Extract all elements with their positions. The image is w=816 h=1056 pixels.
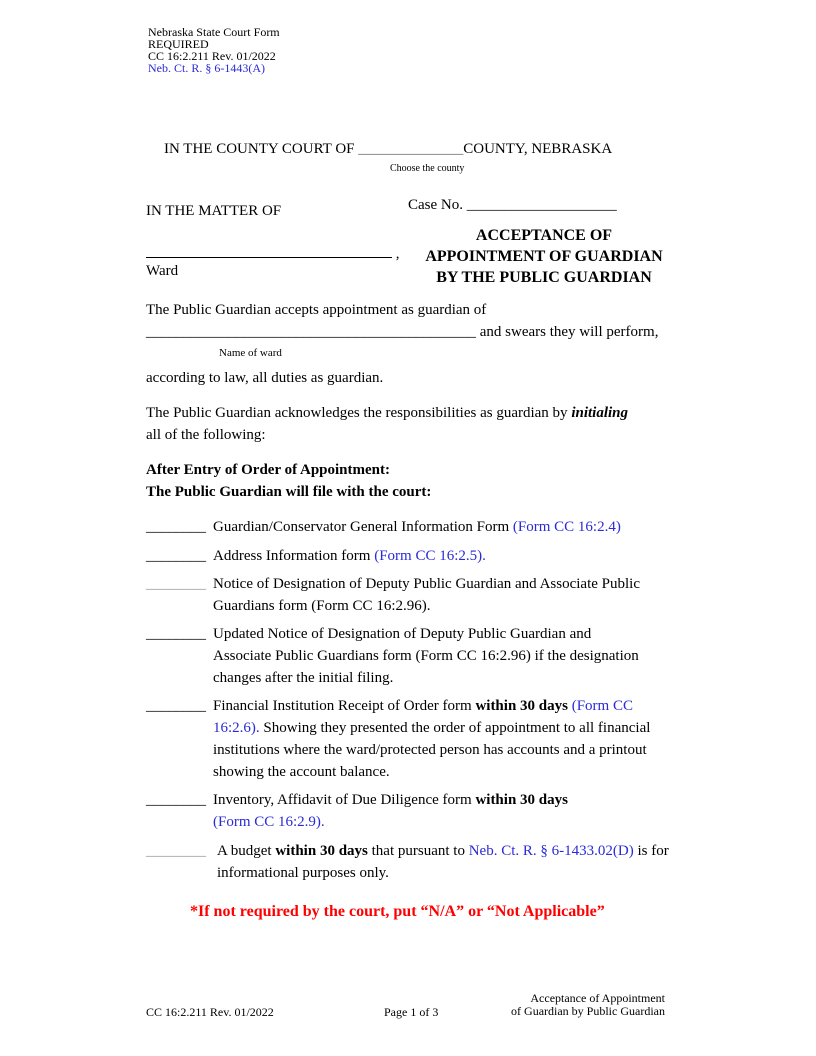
court-prefix: IN THE COUNTY COURT OF [164, 141, 355, 157]
item-text: A budget [217, 843, 272, 859]
deadline: within 30 days [475, 792, 568, 808]
page-number: Page 1 of 3 [384, 1005, 439, 1019]
list-item [146, 623, 646, 689]
initials-field[interactable]: ________ [146, 548, 206, 564]
court-suffix: COUNTY, NEBRASKA [463, 141, 613, 157]
section-heading: The Public Guardian will file with the court: [146, 484, 432, 500]
case-label: Case No. [408, 197, 463, 213]
item-text: Showing they presented the order of appointment to all financial institutions where the ward/protected person has accounts and a printout showing the account balance. [213, 720, 651, 780]
initials-field[interactable]: ________ [146, 698, 206, 714]
deadline: within 30 days [475, 698, 568, 714]
comma: , [395, 246, 400, 262]
note: *If not required by the court, put “N/A” or “Not Applicable” [190, 903, 605, 920]
footer-title [511, 992, 665, 1018]
initials-field[interactable]: ________ [146, 626, 206, 642]
footer-title-line: of Guardian by Public Guardian [511, 1004, 665, 1018]
list-item [146, 789, 666, 833]
item-text: Address Information form [213, 548, 371, 564]
item-text: Financial Institution Receipt of Order form [213, 698, 472, 714]
initials-field[interactable]: ________ [146, 792, 206, 808]
county-hint: Choose the county [390, 163, 465, 174]
court-line [164, 141, 612, 158]
item-text: is for informational purposes only. [217, 843, 669, 881]
item-text: Guardian/Conservator General Information Form [213, 519, 510, 535]
item-text: Updated Notice of Designation of Deputy Public Guardian and Associate Public Guardians form (Form CC 16:2.96) if the designation changes after the initial filing. [213, 626, 639, 686]
footer-title-line: Acceptance of Appointment [530, 991, 665, 1005]
section-heading: After Entry of Order of Appointment: [146, 462, 390, 478]
form-link[interactable]: (Form CC 16:2.4) [512, 519, 621, 535]
form-title [414, 225, 674, 288]
case-number-field[interactable]: ____________________ [466, 197, 617, 213]
initials-field[interactable]: ________ [146, 519, 206, 535]
item-text: Inventory, Affidavit of Due Diligence form [213, 792, 472, 808]
title-line: ACCEPTANCE OF [475, 227, 613, 244]
item-text: Notice of Designation of Deputy Public Guardian and Associate Public Guardians form (Form CC 16:2.96). [213, 576, 640, 614]
ward-line [146, 324, 658, 341]
ward-hint: Name of ward [219, 347, 282, 359]
footer-form-id: CC 16:2.211 Rev. 01/2022 [146, 1005, 274, 1019]
form-link[interactable]: (Form CC 16:2.9). [213, 814, 325, 830]
ward-label: Ward [146, 263, 179, 279]
paragraph-duties: according to law, all duties as guardian. [146, 370, 384, 386]
paragraph-acceptance: The Public Guardian accepts appointment as guardian of [146, 302, 487, 318]
case-number [408, 197, 617, 214]
initials-field[interactable]: ________ [146, 843, 206, 859]
form-link[interactable]: (Form CC 16:2.6). [213, 698, 633, 736]
emphasis: initialing [571, 405, 629, 421]
rule-link[interactable]: Neb. Ct. R. § 6-1443(A) [148, 61, 265, 75]
form-header [148, 26, 280, 74]
header-line: CC 16:2.211 Rev. 01/2022 [148, 49, 276, 63]
item-text: that pursuant to [371, 843, 465, 859]
rule-link[interactable]: Neb. Ct. R. § 6-1433.02(D) [468, 843, 634, 859]
text: The Public Guardian acknowledges the responsibilities as guardian by [146, 405, 568, 421]
title-line: BY THE PUBLIC GUARDIAN [436, 269, 652, 286]
text: and swears they will perform, [479, 324, 659, 340]
matter-label: IN THE MATTER OF [146, 203, 282, 219]
ward-name-row [146, 243, 400, 263]
initials-field[interactable]: ________ [146, 576, 206, 592]
deadline: within 30 days [275, 843, 368, 859]
paragraph-acknowledge [146, 405, 628, 422]
list-item [146, 573, 656, 617]
text: all of the following: [146, 427, 266, 443]
title-line: APPOINTMENT OF GUARDIAN [425, 248, 663, 265]
ward-name-field[interactable] [146, 243, 392, 258]
header-line: Nebraska State Court Form [148, 25, 280, 39]
header-line: REQUIRED [148, 37, 209, 51]
list-item [146, 695, 666, 783]
list-item [146, 840, 676, 884]
ward-name-blank[interactable]: ____________________________________________ [146, 324, 476, 340]
form-link[interactable]: (Form CC 16:2.5). [374, 548, 486, 564]
list-item [146, 516, 676, 538]
county-field[interactable]: ______________ [358, 141, 464, 157]
list-item [146, 545, 676, 567]
